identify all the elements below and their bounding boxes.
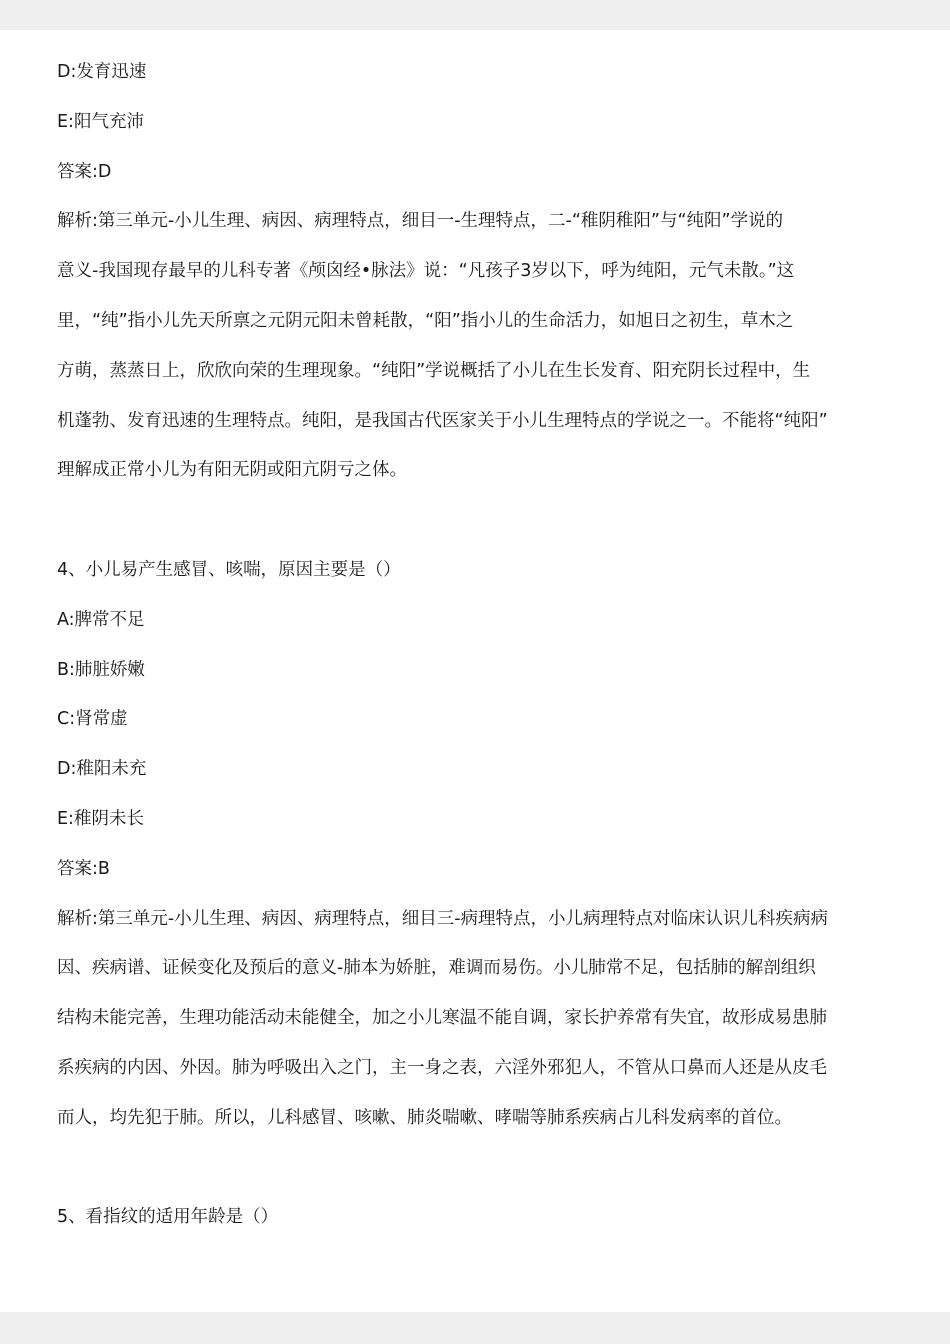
- q3-option-d: D:发育迅速: [57, 62, 147, 82]
- q3-option-e: E:阳气充沛: [57, 111, 144, 132]
- q4-analysis-line: 而人，均先犯于肺。所以，儿科感冒、咳嗽、肺炎喘嗽、哮喘等肺系疾病占儿科发病率的首位。: [57, 1107, 792, 1128]
- q4-answer: 答案:B: [57, 858, 110, 879]
- spacer: [57, 496, 902, 546]
- q3-answer: 答案:D: [57, 161, 112, 182]
- q4-analysis-line: 系疾病的内因、外因。肺为呼吸出入之门，主一身之表，六淫外邪犯人，不管从口鼻而人还是从皮毛: [57, 1057, 827, 1078]
- q4-analysis-line: 结构未能完善，生理功能活动未能健全，加之小儿寒温不能自调，家长护养常有失宜，故形成易患肺: [57, 1008, 827, 1029]
- spacer: [57, 1144, 902, 1194]
- q4-option-c: C:肾常虚: [57, 709, 128, 730]
- q4-analysis: [57, 895, 902, 1144]
- q3-analysis: [57, 197, 902, 496]
- q4-question: 4、小儿易产生感冒、咳喘，原因主要是（）: [57, 559, 401, 580]
- q4-option-b: B:肺脏娇嫩: [57, 659, 145, 680]
- q3-analysis-line: 理解成正常小儿为有阳无阴或阳亢阴亏之体。: [57, 460, 407, 481]
- page-content: [57, 48, 902, 1243]
- q5-question: 5、看指纹的适用年龄是（）: [57, 1207, 279, 1228]
- q4-option-e: E:稚阴未长: [57, 808, 144, 829]
- q4-analysis-line: 因、疾病谱、证候变化及预后的意义-肺本为娇脏，难调而易伤。小儿肺常不足，包括肺的解剖组织: [57, 958, 816, 979]
- q4-option-d: D:稚阳未充: [57, 759, 147, 780]
- q3-analysis-line: 方萌，蒸蒸日上，欣欣向荣的生理现象。“纯阳”学说概括了小儿在生长发育、阳充阴长过程中，生: [57, 360, 811, 381]
- q3-analysis-line: 里，“纯”指小儿先天所禀之元阴元阳未曾耗散，“阳”指小儿的生命活力，如旭日之初生，草木之: [57, 310, 794, 331]
- document-page: [0, 30, 950, 1312]
- q4-analysis-line: 解析:第三单元-小儿生理、病因、病理特点，细目三-病理特点，小儿病理特点对临床认识儿科疾病病: [57, 908, 829, 929]
- q3-analysis-line: 机蓬勃、发育迅速的生理特点。纯阳，是我国古代医家关于小儿生理特点的学说之一。不能将“纯阳”: [57, 410, 828, 431]
- q3-analysis-line: 解析:第三单元-小儿生理、病因、病理特点，细目一-生理特点，二-“稚阴稚阳”与“纯阳”学说的: [57, 211, 784, 232]
- q4-option-a: A:脾常不足: [57, 609, 145, 630]
- q3-analysis-line: 意义-我国现存最早的儿科专著《颅囟经•脉法》说：“凡孩子3岁以下，呼为纯阳，元气未散。”这: [57, 261, 795, 282]
